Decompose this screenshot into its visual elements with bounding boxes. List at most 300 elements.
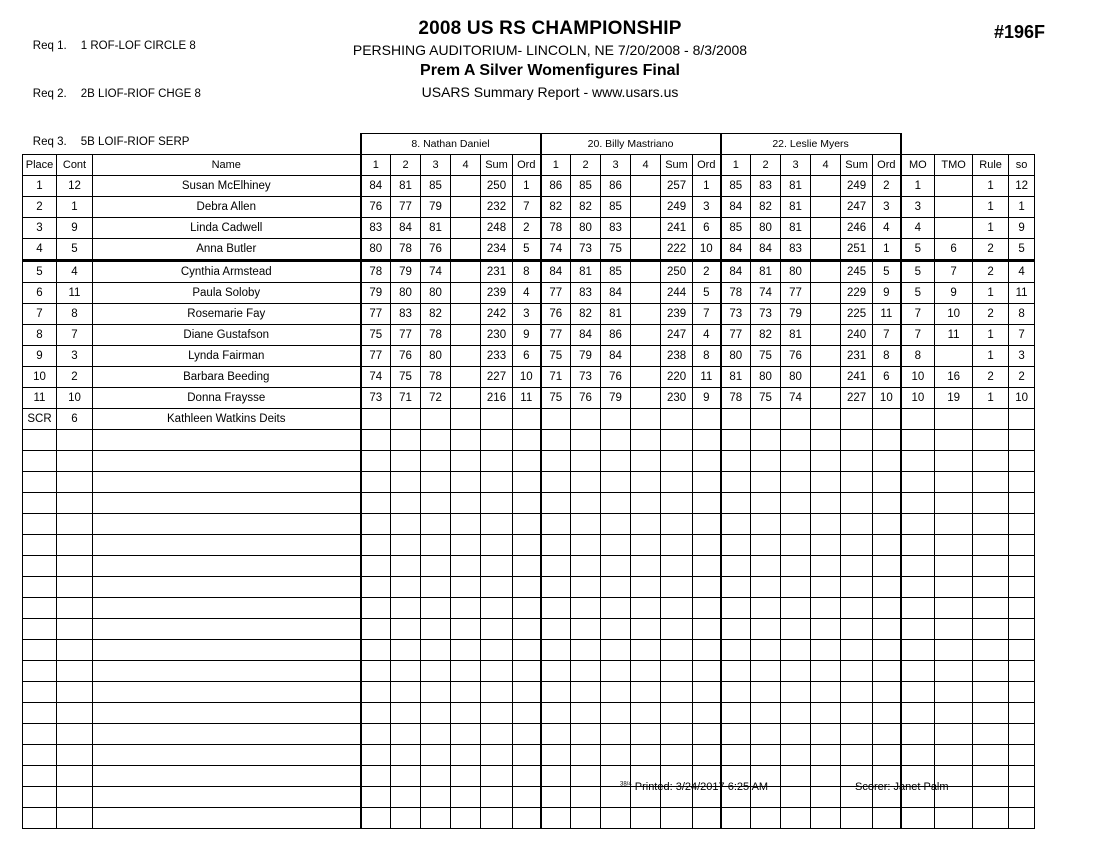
cell-judge-0-4 (481, 535, 513, 556)
table-row[interactable] (23, 283, 1035, 304)
cell-j2-2: 86 (601, 176, 631, 197)
cell-tmo (935, 430, 973, 451)
cell-judge-0-4 (481, 493, 513, 514)
footer-code: 38/4 (620, 781, 632, 788)
cell-judge-2-2 (781, 577, 811, 598)
cell-judge-0-4 (481, 640, 513, 661)
cell-j2-5: 2 (693, 261, 721, 283)
document-number: #196F (993, 22, 1045, 42)
cell-j3-4: 246 (841, 218, 873, 239)
report-subtitle: USARS Summary Report - www.usars.us (421, 84, 679, 100)
cell-judge-2-0 (721, 577, 751, 598)
table-row-empty[interactable] (23, 640, 1035, 661)
cell-j1-5: 10 (513, 367, 541, 388)
cell-name (93, 703, 361, 724)
cell-judge-1-1 (571, 787, 601, 808)
header-judge-ord: Ord (873, 155, 901, 176)
cell-name: Donna Fraysse (93, 388, 361, 409)
judge-band-spacer (901, 134, 935, 155)
cell-judge-1-4 (661, 577, 693, 598)
cell-place: 8 (23, 325, 57, 346)
cell-j1-0: 83 (361, 218, 391, 239)
cell-judge-2-5 (873, 703, 901, 724)
cell-j2-5: 3 (693, 197, 721, 218)
cell-judge-1-0 (541, 493, 571, 514)
cell-place (23, 535, 57, 556)
results-table (22, 133, 1035, 829)
table-row[interactable] (23, 176, 1035, 197)
cell-j3-5: 4 (873, 218, 901, 239)
table-row-empty[interactable] (23, 745, 1035, 766)
table-row-empty[interactable] (23, 598, 1035, 619)
cell-judge-0-3 (451, 787, 481, 808)
cell-judge-2-4 (841, 430, 873, 451)
cell-j3-0: 80 (721, 346, 751, 367)
cell-so (1009, 409, 1035, 430)
cell-judge-0-3 (451, 556, 481, 577)
cell-cont (57, 451, 93, 472)
cell-judge-1-3 (631, 598, 661, 619)
cell-cont (57, 724, 93, 745)
cell-j1-4: 227 (481, 367, 513, 388)
cell-mo (901, 493, 935, 514)
cell-place (23, 661, 57, 682)
cell-cont: 2 (57, 367, 93, 388)
cell-judge-0-2 (421, 472, 451, 493)
cell-judge-1-5 (693, 682, 721, 703)
cell-j1-2: 82 (421, 304, 451, 325)
header-tmo: TMO (935, 155, 973, 176)
cell-judge-1-1 (571, 577, 601, 598)
cell-name (93, 619, 361, 640)
cell-j1-1: 76 (391, 346, 421, 367)
cell-judge-0-3 (451, 493, 481, 514)
cell-judge-2-1 (751, 619, 781, 640)
cell-judge-2-5 (873, 472, 901, 493)
cell-j2-0: 77 (541, 283, 571, 304)
cell-judge-0-2 (421, 808, 451, 829)
cell-mo: 10 (901, 388, 935, 409)
cell-judge-2-4 (841, 703, 873, 724)
cell-judge-1-5 (693, 808, 721, 829)
cell-cont: 4 (57, 261, 93, 283)
cell-judge-0-0 (361, 535, 391, 556)
printed-info (620, 781, 768, 793)
cell-judge-2-3 (811, 598, 841, 619)
cell-name: Barbara Beeding (93, 367, 361, 388)
cell-j3-2: 80 (781, 367, 811, 388)
cell-judge-2-4 (841, 745, 873, 766)
cell-judge-2-2 (781, 724, 811, 745)
cell-cont: 8 (57, 304, 93, 325)
cell-j2-4: 220 (661, 367, 693, 388)
cell-j1-0: 78 (361, 261, 391, 283)
cell-so: 11 (1009, 283, 1035, 304)
cell-j1-2: 78 (421, 367, 451, 388)
cell-j2-3 (631, 239, 661, 261)
cell-name (93, 808, 361, 829)
cell-judge-0-1 (391, 703, 421, 724)
table-row[interactable] (23, 325, 1035, 346)
cell-j2-2 (601, 409, 631, 430)
cell-judge-0-5 (513, 703, 541, 724)
cell-judge-2-5 (873, 556, 901, 577)
table-row-empty[interactable] (23, 514, 1035, 535)
cell-j1-4: 216 (481, 388, 513, 409)
cell-tmo (935, 346, 973, 367)
cell-j1-0: 75 (361, 325, 391, 346)
cell-j3-1: 83 (751, 176, 781, 197)
cell-judge-1-0 (541, 766, 571, 787)
cell-judge-1-1 (571, 472, 601, 493)
cell-judge-0-3 (451, 535, 481, 556)
cell-name (93, 514, 361, 535)
table-row-empty[interactable] (23, 724, 1035, 745)
cell-name: Anna Butler (93, 239, 361, 261)
cell-judge-0-2 (421, 661, 451, 682)
cell-judge-2-1 (751, 451, 781, 472)
cell-j1-0: 80 (361, 239, 391, 261)
cell-judge-0-0 (361, 493, 391, 514)
cell-j2-5: 11 (693, 367, 721, 388)
cell-place: 3 (23, 218, 57, 239)
table-row[interactable] (23, 261, 1035, 283)
cell-judge-0-1 (391, 577, 421, 598)
cell-judge-1-3 (631, 577, 661, 598)
cell-j1-3 (451, 304, 481, 325)
cell-j2-4: 250 (661, 261, 693, 283)
cell-mo (901, 808, 935, 829)
cell-judge-2-3 (811, 514, 841, 535)
cell-judge-1-1 (571, 766, 601, 787)
cell-j1-3 (451, 283, 481, 304)
cell-j3-1: 82 (751, 325, 781, 346)
cell-j3-4: 240 (841, 325, 873, 346)
cell-j2-4: 239 (661, 304, 693, 325)
cell-cont: 9 (57, 218, 93, 239)
cell-judge-1-0 (541, 514, 571, 535)
cell-j2-1: 85 (571, 176, 601, 197)
header-judge-score-1: 1 (721, 155, 751, 176)
table-row-empty[interactable] (23, 703, 1035, 724)
cell-judge-0-0 (361, 745, 391, 766)
header-judge-sum: Sum (661, 155, 693, 176)
cell-so: 7 (1009, 325, 1035, 346)
cell-judge-1-0 (541, 787, 571, 808)
cell-j2-2: 85 (601, 261, 631, 283)
cell-cont: 1 (57, 197, 93, 218)
cell-cont: 5 (57, 239, 93, 261)
cell-j3-3 (811, 197, 841, 218)
cell-judge-1-2 (601, 577, 631, 598)
cell-judge-1-0 (541, 724, 571, 745)
cell-mo (901, 682, 935, 703)
cell-tmo: 9 (935, 283, 973, 304)
table-row-empty[interactable] (23, 577, 1035, 598)
cell-rule: 1 (973, 197, 1009, 218)
cell-judge-0-1 (391, 472, 421, 493)
cell-j2-5 (693, 409, 721, 430)
cell-judge-2-0 (721, 430, 751, 451)
cell-so: 4 (1009, 261, 1035, 283)
cell-judge-2-3 (811, 577, 841, 598)
cell-j2-1: 80 (571, 218, 601, 239)
cell-judge-2-3 (811, 640, 841, 661)
cell-judge-1-1 (571, 430, 601, 451)
cell-j1-3 (451, 388, 481, 409)
cell-so (1009, 556, 1035, 577)
cell-cont: 12 (57, 176, 93, 197)
cell-j3-4 (841, 409, 873, 430)
table-row-empty[interactable] (23, 808, 1035, 829)
cell-tmo (935, 703, 973, 724)
cell-j1-1: 78 (391, 239, 421, 261)
table-row-empty[interactable] (23, 619, 1035, 640)
cell-tmo (935, 176, 973, 197)
table-row-empty[interactable] (23, 682, 1035, 703)
cell-so (1009, 493, 1035, 514)
cell-judge-2-3 (811, 472, 841, 493)
cell-j1-4 (481, 409, 513, 430)
cell-judge-1-1 (571, 703, 601, 724)
cell-tmo (935, 808, 973, 829)
cell-j3-1: 80 (751, 218, 781, 239)
cell-place: 9 (23, 346, 57, 367)
cell-mo (901, 577, 935, 598)
judge-band-spacer (973, 134, 1009, 155)
header-judge-score-2: 2 (391, 155, 421, 176)
cell-judge-0-0 (361, 724, 391, 745)
cell-rule (973, 703, 1009, 724)
cell-name: Diane Gustafson (93, 325, 361, 346)
cell-judge-1-2 (601, 451, 631, 472)
cell-j2-0: 71 (541, 367, 571, 388)
cell-judge-1-0 (541, 598, 571, 619)
judge-band-spacer (935, 134, 973, 155)
cell-j3-3 (811, 409, 841, 430)
cell-j2-3 (631, 304, 661, 325)
cell-judge-1-1 (571, 556, 601, 577)
cell-j1-2: 78 (421, 325, 451, 346)
cell-name (93, 682, 361, 703)
table-row[interactable] (23, 218, 1035, 239)
cell-judge-0-3 (451, 514, 481, 535)
column-header-row (23, 155, 1035, 176)
cell-j1-4: 234 (481, 239, 513, 261)
cell-judge-2-2 (781, 514, 811, 535)
cell-judge-2-0 (721, 598, 751, 619)
cell-judge-2-0 (721, 724, 751, 745)
cell-judge-2-5 (873, 451, 901, 472)
cell-mo: 5 (901, 283, 935, 304)
cell-cont: 3 (57, 346, 93, 367)
cell-j3-3 (811, 176, 841, 197)
cell-judge-1-4 (661, 493, 693, 514)
cell-judge-0-5 (513, 682, 541, 703)
cell-rule: 1 (973, 176, 1009, 197)
cell-cont (57, 535, 93, 556)
table-row[interactable] (23, 409, 1035, 430)
cell-rule (973, 535, 1009, 556)
cell-judge-2-2 (781, 661, 811, 682)
cell-mo: 7 (901, 325, 935, 346)
cell-rule (973, 682, 1009, 703)
cell-j3-5: 8 (873, 346, 901, 367)
cell-judge-1-2 (601, 493, 631, 514)
cell-j1-2: 85 (421, 176, 451, 197)
cell-judge-1-0 (541, 661, 571, 682)
cell-j1-4: 230 (481, 325, 513, 346)
cell-judge-0-5 (513, 493, 541, 514)
cell-j3-2: 79 (781, 304, 811, 325)
cell-j1-1: 75 (391, 367, 421, 388)
table-row[interactable] (23, 388, 1035, 409)
header-judge-score-3: 3 (421, 155, 451, 176)
cell-name (93, 472, 361, 493)
cell-mo (901, 409, 935, 430)
cell-j3-2: 81 (781, 325, 811, 346)
cell-j2-0: 77 (541, 325, 571, 346)
cell-cont (57, 556, 93, 577)
cell-judge-0-0 (361, 556, 391, 577)
cell-so (1009, 766, 1035, 787)
cell-j3-5: 11 (873, 304, 901, 325)
cell-cont (57, 703, 93, 724)
cell-place (23, 787, 57, 808)
cell-j2-5: 9 (693, 388, 721, 409)
cell-tmo (935, 535, 973, 556)
cell-j3-4: 249 (841, 176, 873, 197)
cell-judge-0-2 (421, 766, 451, 787)
table-row[interactable] (23, 239, 1035, 261)
cell-j1-3 (451, 218, 481, 239)
cell-j3-3 (811, 218, 841, 239)
cell-judge-1-3 (631, 619, 661, 640)
cell-j1-5: 4 (513, 283, 541, 304)
cell-judge-0-5 (513, 808, 541, 829)
cell-so (1009, 514, 1035, 535)
table-row[interactable] (23, 304, 1035, 325)
table-row-empty[interactable] (23, 535, 1035, 556)
cell-judge-0-0 (361, 640, 391, 661)
cell-j2-4: 257 (661, 176, 693, 197)
cell-j2-3 (631, 197, 661, 218)
cell-judge-0-4 (481, 451, 513, 472)
cell-judge-1-2 (601, 556, 631, 577)
cell-j3-5: 2 (873, 176, 901, 197)
table-row-empty[interactable] (23, 661, 1035, 682)
judge-band-spacer (23, 134, 57, 155)
cell-judge-0-1 (391, 766, 421, 787)
cell-judge-2-1 (751, 682, 781, 703)
cell-j1-3 (451, 176, 481, 197)
cell-place: 6 (23, 283, 57, 304)
cell-judge-0-3 (451, 724, 481, 745)
cell-j1-2 (421, 409, 451, 430)
judge-band-spacer (57, 134, 93, 155)
cell-j1-4: 233 (481, 346, 513, 367)
cell-judge-2-4 (841, 514, 873, 535)
table-row-empty[interactable] (23, 556, 1035, 577)
cell-name (93, 640, 361, 661)
cell-judge-0-5 (513, 766, 541, 787)
cell-j1-1: 83 (391, 304, 421, 325)
cell-rule (973, 787, 1009, 808)
cell-rule (973, 766, 1009, 787)
cell-j1-1: 84 (391, 218, 421, 239)
cell-j1-5: 6 (513, 346, 541, 367)
cell-j1-4: 232 (481, 197, 513, 218)
venue-line: PERSHING AUDITORIUM- LINCOLN, NE 7/20/2008 - 8/3/2008 (352, 42, 748, 58)
cell-j3-4: 229 (841, 283, 873, 304)
cell-place: 5 (23, 261, 57, 283)
cell-judge-2-4 (841, 535, 873, 556)
cell-j3-1: 75 (751, 346, 781, 367)
table-row[interactable] (23, 346, 1035, 367)
cell-name (93, 787, 361, 808)
judge-band-spacer (93, 134, 361, 155)
table-row-empty[interactable] (23, 451, 1035, 472)
table-row[interactable] (23, 367, 1035, 388)
cell-j3-3 (811, 325, 841, 346)
cell-j3-1: 75 (751, 388, 781, 409)
header-judge-score-2: 2 (751, 155, 781, 176)
cell-j3-5 (873, 409, 901, 430)
cell-judge-0-2 (421, 619, 451, 640)
cell-j1-4: 231 (481, 261, 513, 283)
cell-so (1009, 808, 1035, 829)
cell-rule (973, 430, 1009, 451)
cell-j3-2: 74 (781, 388, 811, 409)
cell-judge-0-2 (421, 430, 451, 451)
cell-tmo (935, 745, 973, 766)
cell-j2-2: 84 (601, 283, 631, 304)
table-row-empty[interactable] (23, 493, 1035, 514)
cell-j1-3 (451, 325, 481, 346)
cell-judge-0-4 (481, 577, 513, 598)
cell-judge-0-4 (481, 661, 513, 682)
cell-j2-0: 78 (541, 218, 571, 239)
cell-judge-0-1 (391, 430, 421, 451)
cell-j2-1: 76 (571, 388, 601, 409)
cell-judge-0-3 (451, 745, 481, 766)
cell-place (23, 703, 57, 724)
cell-place: 7 (23, 304, 57, 325)
cell-mo: 3 (901, 197, 935, 218)
cell-judge-1-5 (693, 535, 721, 556)
cell-rule (973, 619, 1009, 640)
table-row[interactable] (23, 197, 1035, 218)
cell-tmo (935, 598, 973, 619)
table-row-empty[interactable] (23, 472, 1035, 493)
cell-j3-1: 84 (751, 239, 781, 261)
cell-rule (973, 598, 1009, 619)
cell-cont (57, 493, 93, 514)
cell-judge-0-1 (391, 514, 421, 535)
cell-j1-5: 5 (513, 239, 541, 261)
cell-cont (57, 808, 93, 829)
cell-judge-1-2 (601, 661, 631, 682)
cell-judge-0-2 (421, 556, 451, 577)
cell-mo: 8 (901, 346, 935, 367)
cell-rule: 2 (973, 367, 1009, 388)
cell-j3-2 (781, 409, 811, 430)
cell-judge-1-2 (601, 472, 631, 493)
cell-judge-0-3 (451, 577, 481, 598)
cell-judge-2-2 (781, 766, 811, 787)
cell-judge-1-5 (693, 745, 721, 766)
table-row-empty[interactable] (23, 430, 1035, 451)
